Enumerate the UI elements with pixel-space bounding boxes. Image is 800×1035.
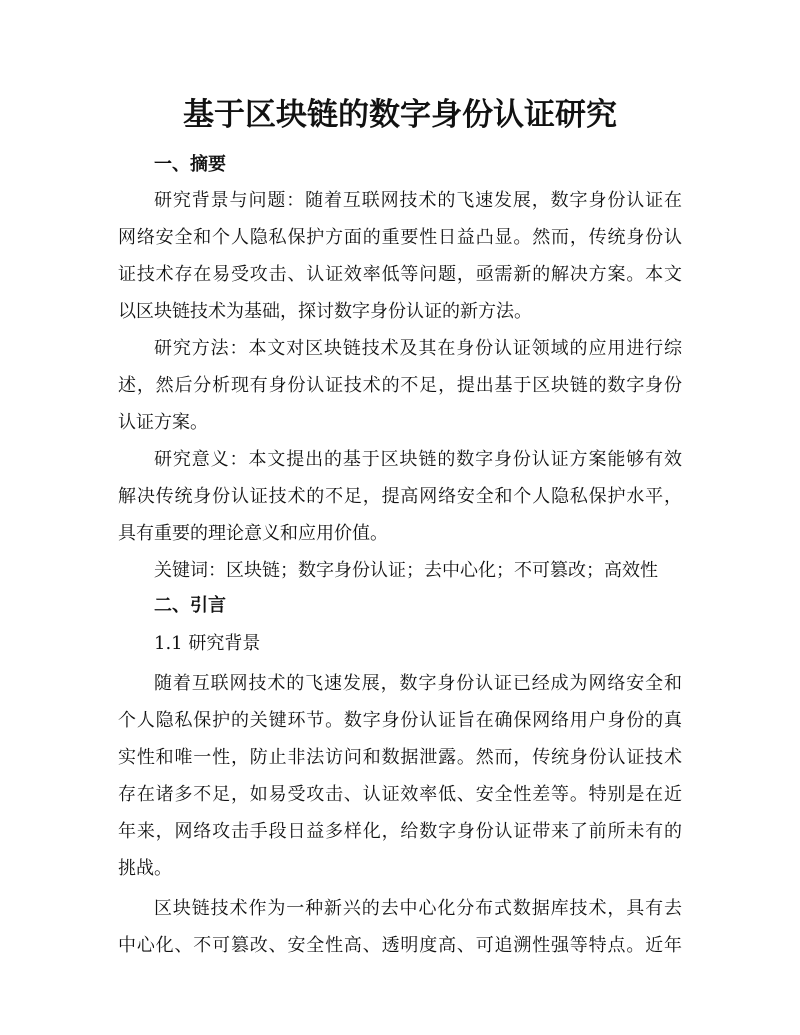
paragraph-line: 挑战。 <box>118 858 172 879</box>
paragraph-line: 解决传统身份认证技术的不足，提高网络安全和个人隐私保护水平， <box>118 486 682 507</box>
paragraph-line: 认证方案。 <box>118 412 208 433</box>
paragraph-line: 随着互联网技术的飞速发展，数字身份认证已经成为网络安全和 <box>154 673 682 694</box>
paragraph-line: 中心化、不可篡改、安全性高、透明度高、可追溯性强等特点。近年 <box>118 935 682 956</box>
abstract-background-paragraph <box>118 182 682 330</box>
paragraph-line: 具有重要的理论意义和应用价值。 <box>118 523 388 544</box>
paragraph-line: 述，然后分析现有身份认证技术的不足，提出基于区块链的数字身份 <box>118 375 682 396</box>
paragraph-line: 区块链技术作为一种新兴的去中心化分布式数据库技术，具有去 <box>154 898 682 919</box>
introduction-paragraph-2 <box>118 890 682 964</box>
paragraph-line: 网络安全和个人隐私保护方面的重要性日益凸显。然而，传统身份认 <box>118 227 682 248</box>
abstract-significance-paragraph <box>118 441 682 552</box>
document-title: 基于区块链的数字身份认证研究 <box>183 97 617 133</box>
paragraph-line: 研究方法：本文对区块链技术及其在身份认证领域的应用进行综 <box>154 338 682 359</box>
abstract-heading: 一、摘要 <box>154 154 226 175</box>
paragraph-line: 存在诸多不足，如易受攻击、认证效率低、安全性差等。特别是在近 <box>118 784 682 805</box>
paragraph-line: 实性和唯一性，防止非法访问和数据泄露。然而，传统身份认证技术 <box>118 747 682 768</box>
keywords-paragraph <box>118 552 682 589</box>
abstract-method-paragraph <box>118 330 682 441</box>
keywords-line: 关键词：区块链；数字身份认证；去中心化；不可篡改；高效性 <box>154 560 658 581</box>
paragraph-line: 研究背景与问题：随着互联网技术的飞速发展，数字身份认证在 <box>154 190 682 211</box>
introduction-paragraph-1 <box>118 665 682 887</box>
paragraph-line: 证技术存在易受攻击、认证效率低等问题，亟需新的解决方案。本文 <box>118 264 682 285</box>
paragraph-line: 研究意义：本文提出的基于区块链的数字身份认证方案能够有效 <box>154 449 682 470</box>
subsection-heading-research-background: 1.1 研究背景 <box>154 633 261 654</box>
paragraph-line: 个人隐私保护的关键环节。数字身份认证旨在确保网络用户身份的真 <box>118 710 682 731</box>
paragraph-line: 年来，网络攻击手段日益多样化，给数字身份认证带来了前所未有的 <box>118 821 682 842</box>
introduction-heading: 二、引言 <box>154 595 226 616</box>
paragraph-line: 以区块链技术为基础，探讨数字身份认证的新方法。 <box>118 301 532 322</box>
